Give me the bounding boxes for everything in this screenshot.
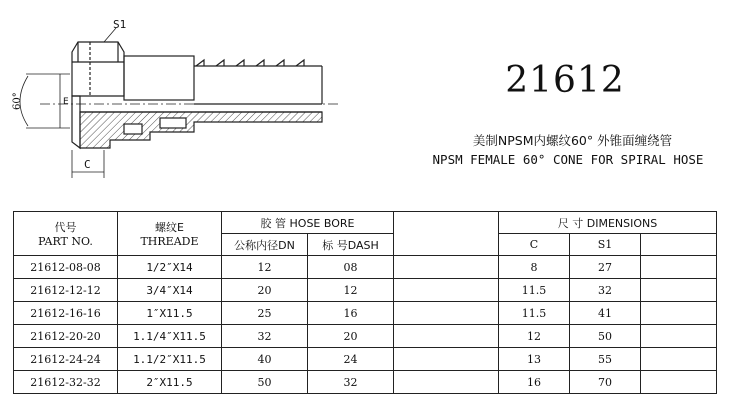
hose-bore-header: 胶 管 HOSE BORE xyxy=(222,212,394,234)
c-label: C xyxy=(84,158,91,171)
title-english: NPSM FEMALE 60° CONE FOR SPIRAL HOSE xyxy=(432,152,704,167)
thread-header: 螺纹E THREADE xyxy=(118,212,222,256)
ferrule-outline xyxy=(124,56,194,100)
dn-header: 公称内径DN xyxy=(222,234,308,256)
barbed-tail xyxy=(194,60,322,104)
title-chinese: 美制NPSM内螺纹60° 外锥面缠绕管 xyxy=(472,133,673,148)
e-label: E xyxy=(63,97,69,107)
angle-label: 60° xyxy=(12,92,23,110)
table-row: 21612-08-08 1/2″X14 12 08 8 27 xyxy=(14,256,717,279)
header-row-1 xyxy=(14,212,717,234)
blank-column-header xyxy=(394,212,499,256)
part-number: 21612 xyxy=(505,60,625,101)
part-no-header: 代号 PART NO. xyxy=(14,212,118,256)
table-row: 21612-20-20 1.1/4″X11.5 32 20 12 50 xyxy=(14,325,717,348)
fitting-drawing xyxy=(0,0,420,200)
empty-header xyxy=(641,234,717,256)
table-row: 21612-12-12 3/4″X14 20 12 11.5 32 xyxy=(14,279,717,302)
dimensions-header: 尺 寸 DIMENSIONS xyxy=(499,212,717,234)
s1-header: S1 xyxy=(570,234,641,256)
s1-label: S1 xyxy=(113,18,127,31)
table-row: 21612-32-32 2″X11.5 50 32 16 70 xyxy=(14,371,717,394)
spec-table xyxy=(13,211,717,394)
dash-header: 标 号DASH xyxy=(308,234,394,256)
table-row: 21612-24-24 1.1/2″X11.5 40 24 13 55 xyxy=(14,348,717,371)
table-row: 21612-16-16 1″X11.5 25 16 11.5 41 xyxy=(14,302,717,325)
section-hatch xyxy=(80,112,322,148)
c-header: C xyxy=(499,234,570,256)
nut-outline xyxy=(72,42,124,96)
